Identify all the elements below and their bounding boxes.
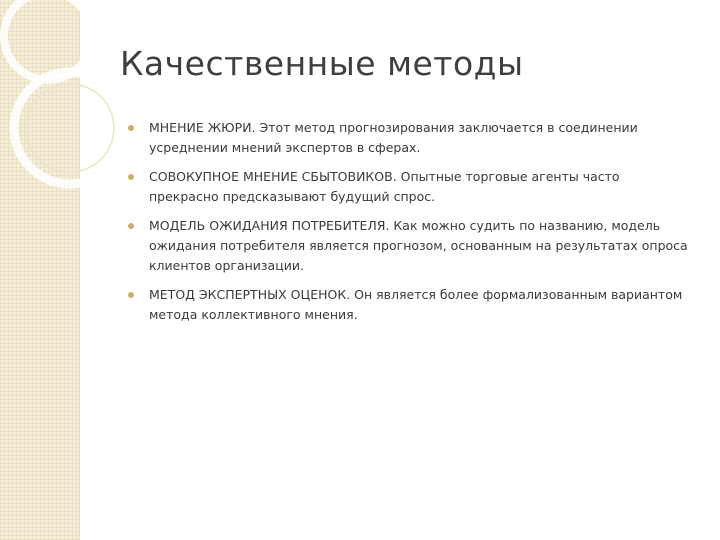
bullet-dot-icon — [128, 223, 134, 229]
bullet-text: МНЕНИЕ ЖЮРИ. Этот метод прогнозирования заключается в соединении усреднении мнений экспертов в сферах. — [149, 120, 638, 155]
bullet-item — [128, 216, 688, 276]
bullet-text: МОДЕЛЬ ОЖИДАНИЯ ПОТРЕБИТЕЛЯ. Как можно судить по названию, модель ожидания потребителя является прогнозом, основанным на результатах опроса клиентов организации. — [149, 218, 688, 273]
slide-title: Качественные методы — [120, 44, 524, 83]
bullet-item — [128, 285, 688, 325]
bullet-list — [128, 118, 688, 334]
bullet-item — [128, 118, 688, 158]
bullet-text: СОВОКУПНОЕ МНЕНИЕ СБЫТОВИКОВ. Опытные торговые агенты часто прекрасно предсказывают будущий спрос. — [149, 169, 620, 204]
bullet-dot-icon — [128, 174, 134, 180]
bullet-dot-icon — [128, 125, 134, 131]
bullet-item — [128, 167, 688, 207]
bullet-text: МЕТОД ЭКСПЕРТНЫХ ОЦЕНОК. Он является более формализованным вариантом метода коллективного мнения. — [149, 287, 683, 322]
bullet-dot-icon — [128, 292, 134, 298]
